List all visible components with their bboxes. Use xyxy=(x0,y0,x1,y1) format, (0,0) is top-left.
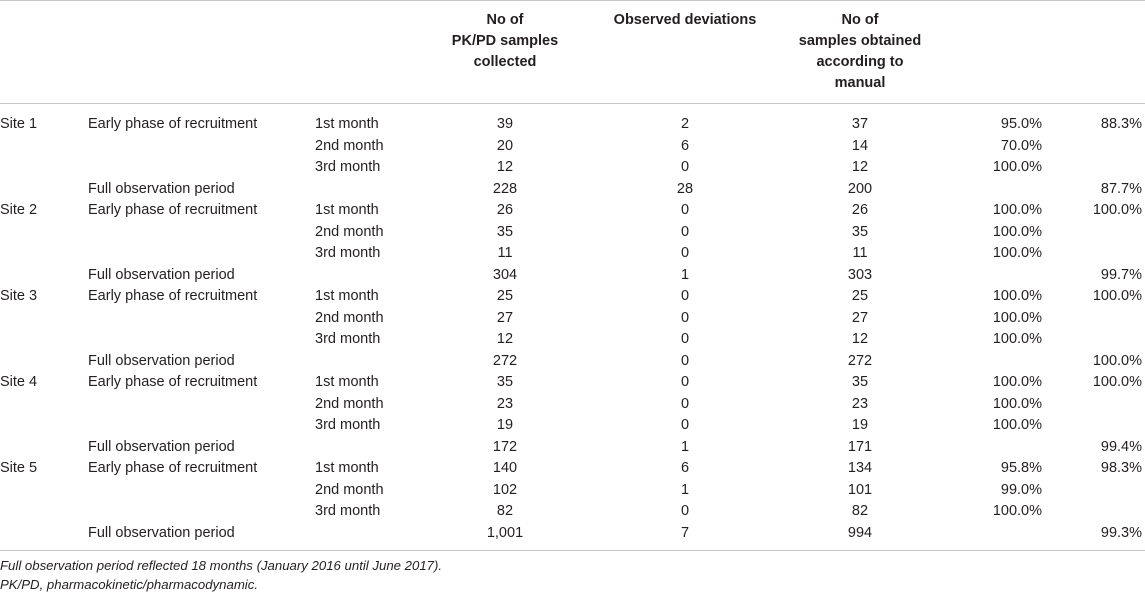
header-line: collected xyxy=(473,54,537,70)
samples-collected-cell: 172 xyxy=(492,438,518,455)
table-row xyxy=(0,458,1145,480)
deviations-cell: 0 xyxy=(680,309,690,326)
month-cell: 1st month xyxy=(315,202,379,218)
site-cell: Site 2 xyxy=(0,202,38,218)
table-row xyxy=(0,308,1145,330)
phase-cell: Early phase of recruitment xyxy=(88,460,258,476)
samples-obtained-cell: 994 xyxy=(847,524,873,541)
header-line: Observed deviations xyxy=(613,12,757,28)
table-row xyxy=(0,329,1145,351)
phase-cell: Early phase of recruitment xyxy=(88,202,258,218)
table-row xyxy=(0,114,1145,136)
samples-obtained-cell: 25 xyxy=(851,288,869,304)
samples-obtained-cell: 171 xyxy=(847,438,873,455)
deviations-cell: 1 xyxy=(680,438,690,455)
month-percent-cell: 100.0% xyxy=(992,395,1042,412)
samples-obtained-cell: 23 xyxy=(851,395,869,412)
samples-collected-cell: 39 xyxy=(496,116,514,132)
samples-obtained-cell: 26 xyxy=(851,202,869,218)
phase-cell: Early phase of recruitment xyxy=(88,116,258,132)
month-cell: 1st month xyxy=(315,460,379,476)
overall-percent-cell: 98.3% xyxy=(1100,460,1142,476)
month-percent-cell: 95.8% xyxy=(1000,460,1042,476)
bottom-rule xyxy=(0,550,1145,551)
samples-obtained-cell: 303 xyxy=(847,266,873,283)
samples-obtained-cell: 19 xyxy=(851,417,869,433)
month-percent-cell: 100.0% xyxy=(992,503,1042,519)
month-cell: 1st month xyxy=(315,288,379,304)
month-cell: 1st month xyxy=(315,116,379,132)
month-cell: 3rd month xyxy=(315,245,381,261)
samples-obtained-cell: 101 xyxy=(847,481,873,498)
table-row xyxy=(0,157,1145,179)
header-line: samples obtained xyxy=(798,33,922,49)
samples-collected-cell: 11 xyxy=(497,245,513,261)
month-cell: 2nd month xyxy=(315,481,384,498)
samples-obtained-cell: 35 xyxy=(851,223,869,240)
month-percent-cell: 100.0% xyxy=(992,288,1042,304)
deviations-cell: 0 xyxy=(680,245,690,261)
samples-collected-cell: 102 xyxy=(492,481,518,498)
samples-obtained-cell: 11 xyxy=(852,245,868,261)
table-row xyxy=(0,372,1145,394)
deviations-cell: 0 xyxy=(680,288,690,304)
samples-collected-cell: 304 xyxy=(492,266,518,283)
samples-collected-cell: 20 xyxy=(496,137,514,154)
samples-collected-cell: 12 xyxy=(496,159,514,175)
header-line: manual xyxy=(834,75,886,91)
samples-collected-cell: 19 xyxy=(496,417,514,433)
samples-collected-cell: 140 xyxy=(492,460,518,476)
samples-obtained-cell: 82 xyxy=(851,503,869,519)
month-percent-cell: 100.0% xyxy=(992,159,1042,175)
phase-cell: Full observation period xyxy=(88,524,235,541)
deviations-cell: 0 xyxy=(680,417,690,433)
samples-collected-cell: 1,001 xyxy=(486,524,524,541)
top-rule xyxy=(0,0,1145,1)
month-cell: 2nd month xyxy=(315,137,384,154)
overall-percent-cell: 99.4% xyxy=(1100,438,1142,455)
header-pk-pd-samples xyxy=(430,10,580,73)
overall-percent-cell: 99.3% xyxy=(1100,524,1142,541)
deviations-cell: 0 xyxy=(680,331,690,347)
deviations-cell: 0 xyxy=(680,374,690,390)
deviations-cell: 0 xyxy=(680,223,690,240)
header-line: PK/PD samples xyxy=(451,33,559,49)
samples-collected-cell: 26 xyxy=(496,202,514,218)
table-row xyxy=(0,243,1145,265)
month-cell: 2nd month xyxy=(315,395,384,412)
phase-cell: Full observation period xyxy=(88,438,235,455)
samples-obtained-cell: 134 xyxy=(847,460,873,476)
deviations-cell: 0 xyxy=(680,395,690,412)
samples-collected-cell: 228 xyxy=(492,180,518,197)
phase-cell: Full observation period xyxy=(88,352,235,369)
deviations-cell: 0 xyxy=(680,352,690,369)
samples-collected-cell: 272 xyxy=(492,352,518,369)
header-rule xyxy=(0,103,1145,104)
phase-cell: Early phase of recruitment xyxy=(88,288,258,304)
phase-cell: Early phase of recruitment xyxy=(88,374,258,390)
site-cell: Site 5 xyxy=(0,460,38,476)
deviations-cell: 7 xyxy=(680,524,690,541)
month-cell: 1st month xyxy=(315,374,379,390)
month-percent-cell: 100.0% xyxy=(992,223,1042,240)
month-percent-cell: 100.0% xyxy=(992,331,1042,347)
samples-obtained-cell: 37 xyxy=(851,116,869,132)
month-cell: 3rd month xyxy=(315,417,381,433)
table-row xyxy=(0,437,1145,459)
deviations-cell: 6 xyxy=(680,137,690,154)
samples-collected-cell: 82 xyxy=(496,503,514,519)
samples-collected-cell: 35 xyxy=(496,223,514,240)
samples-obtained-cell: 200 xyxy=(847,180,873,197)
month-percent-cell: 70.0% xyxy=(1000,137,1042,154)
header-line: No of xyxy=(486,12,524,28)
table-row xyxy=(0,265,1145,287)
samples-collected-cell: 27 xyxy=(496,309,514,326)
samples-obtained-cell: 35 xyxy=(851,374,869,390)
overall-percent-cell: 87.7% xyxy=(1100,180,1142,197)
samples-collected-cell: 12 xyxy=(496,331,514,347)
overall-percent-cell: 100.0% xyxy=(1092,352,1142,369)
table-row xyxy=(0,286,1145,308)
month-cell: 3rd month xyxy=(315,331,381,347)
overall-percent-cell: 100.0% xyxy=(1092,374,1142,390)
month-cell: 3rd month xyxy=(315,503,381,519)
table-row xyxy=(0,136,1145,158)
month-cell: 2nd month xyxy=(315,223,384,240)
month-percent-cell: 95.0% xyxy=(1000,116,1042,132)
overall-percent-cell: 100.0% xyxy=(1092,202,1142,218)
table-row xyxy=(0,200,1145,222)
table-row xyxy=(0,523,1145,545)
table-row xyxy=(0,179,1145,201)
deviations-cell: 6 xyxy=(680,460,690,476)
table-row xyxy=(0,415,1145,437)
month-cell: 3rd month xyxy=(315,159,381,175)
samples-collected-cell: 35 xyxy=(496,374,514,390)
table-row xyxy=(0,394,1145,416)
deviations-cell: 1 xyxy=(680,481,690,498)
table-row xyxy=(0,480,1145,502)
footnote-1: Full observation period reflected 18 months (January 2016 until June 2017). xyxy=(0,558,443,573)
month-percent-cell: 100.0% xyxy=(992,309,1042,326)
samples-obtained-cell: 14 xyxy=(851,137,869,154)
table-row xyxy=(0,222,1145,244)
samples-obtained-cell: 12 xyxy=(851,159,869,175)
samples-collected-cell: 25 xyxy=(496,288,514,304)
header-observed-deviations xyxy=(590,10,780,31)
header-line: according to xyxy=(816,54,904,70)
deviations-cell: 2 xyxy=(680,116,690,132)
month-cell: 2nd month xyxy=(315,309,384,326)
samples-obtained-cell: 27 xyxy=(851,309,869,326)
overall-percent-cell: 100.0% xyxy=(1092,288,1142,304)
samples-obtained-cell: 272 xyxy=(847,352,873,369)
phase-cell: Full observation period xyxy=(88,266,235,283)
table-row xyxy=(0,501,1145,523)
month-percent-cell: 100.0% xyxy=(992,417,1042,433)
month-percent-cell: 100.0% xyxy=(992,202,1042,218)
overall-percent-cell: 88.3% xyxy=(1100,116,1142,132)
site-cell: Site 4 xyxy=(0,374,38,390)
phase-cell: Full observation period xyxy=(88,180,235,197)
table-row xyxy=(0,351,1145,373)
deviations-cell: 0 xyxy=(680,202,690,218)
footnote-2: PK/PD, pharmacokinetic/pharmacodynamic. xyxy=(0,577,258,592)
month-percent-cell: 100.0% xyxy=(992,374,1042,390)
header-line: No of xyxy=(841,12,879,28)
deviations-cell: 0 xyxy=(680,503,690,519)
site-cell: Site 3 xyxy=(0,288,38,304)
deviations-cell: 1 xyxy=(680,266,690,283)
site-cell: Site 1 xyxy=(0,116,38,132)
month-percent-cell: 100.0% xyxy=(992,245,1042,261)
deviations-cell: 28 xyxy=(676,180,694,197)
samples-collected-cell: 23 xyxy=(496,395,514,412)
header-samples-according xyxy=(780,10,940,94)
month-percent-cell: 99.0% xyxy=(1000,481,1042,498)
deviations-cell: 0 xyxy=(680,159,690,175)
samples-obtained-cell: 12 xyxy=(851,331,869,347)
overall-percent-cell: 99.7% xyxy=(1100,266,1142,283)
